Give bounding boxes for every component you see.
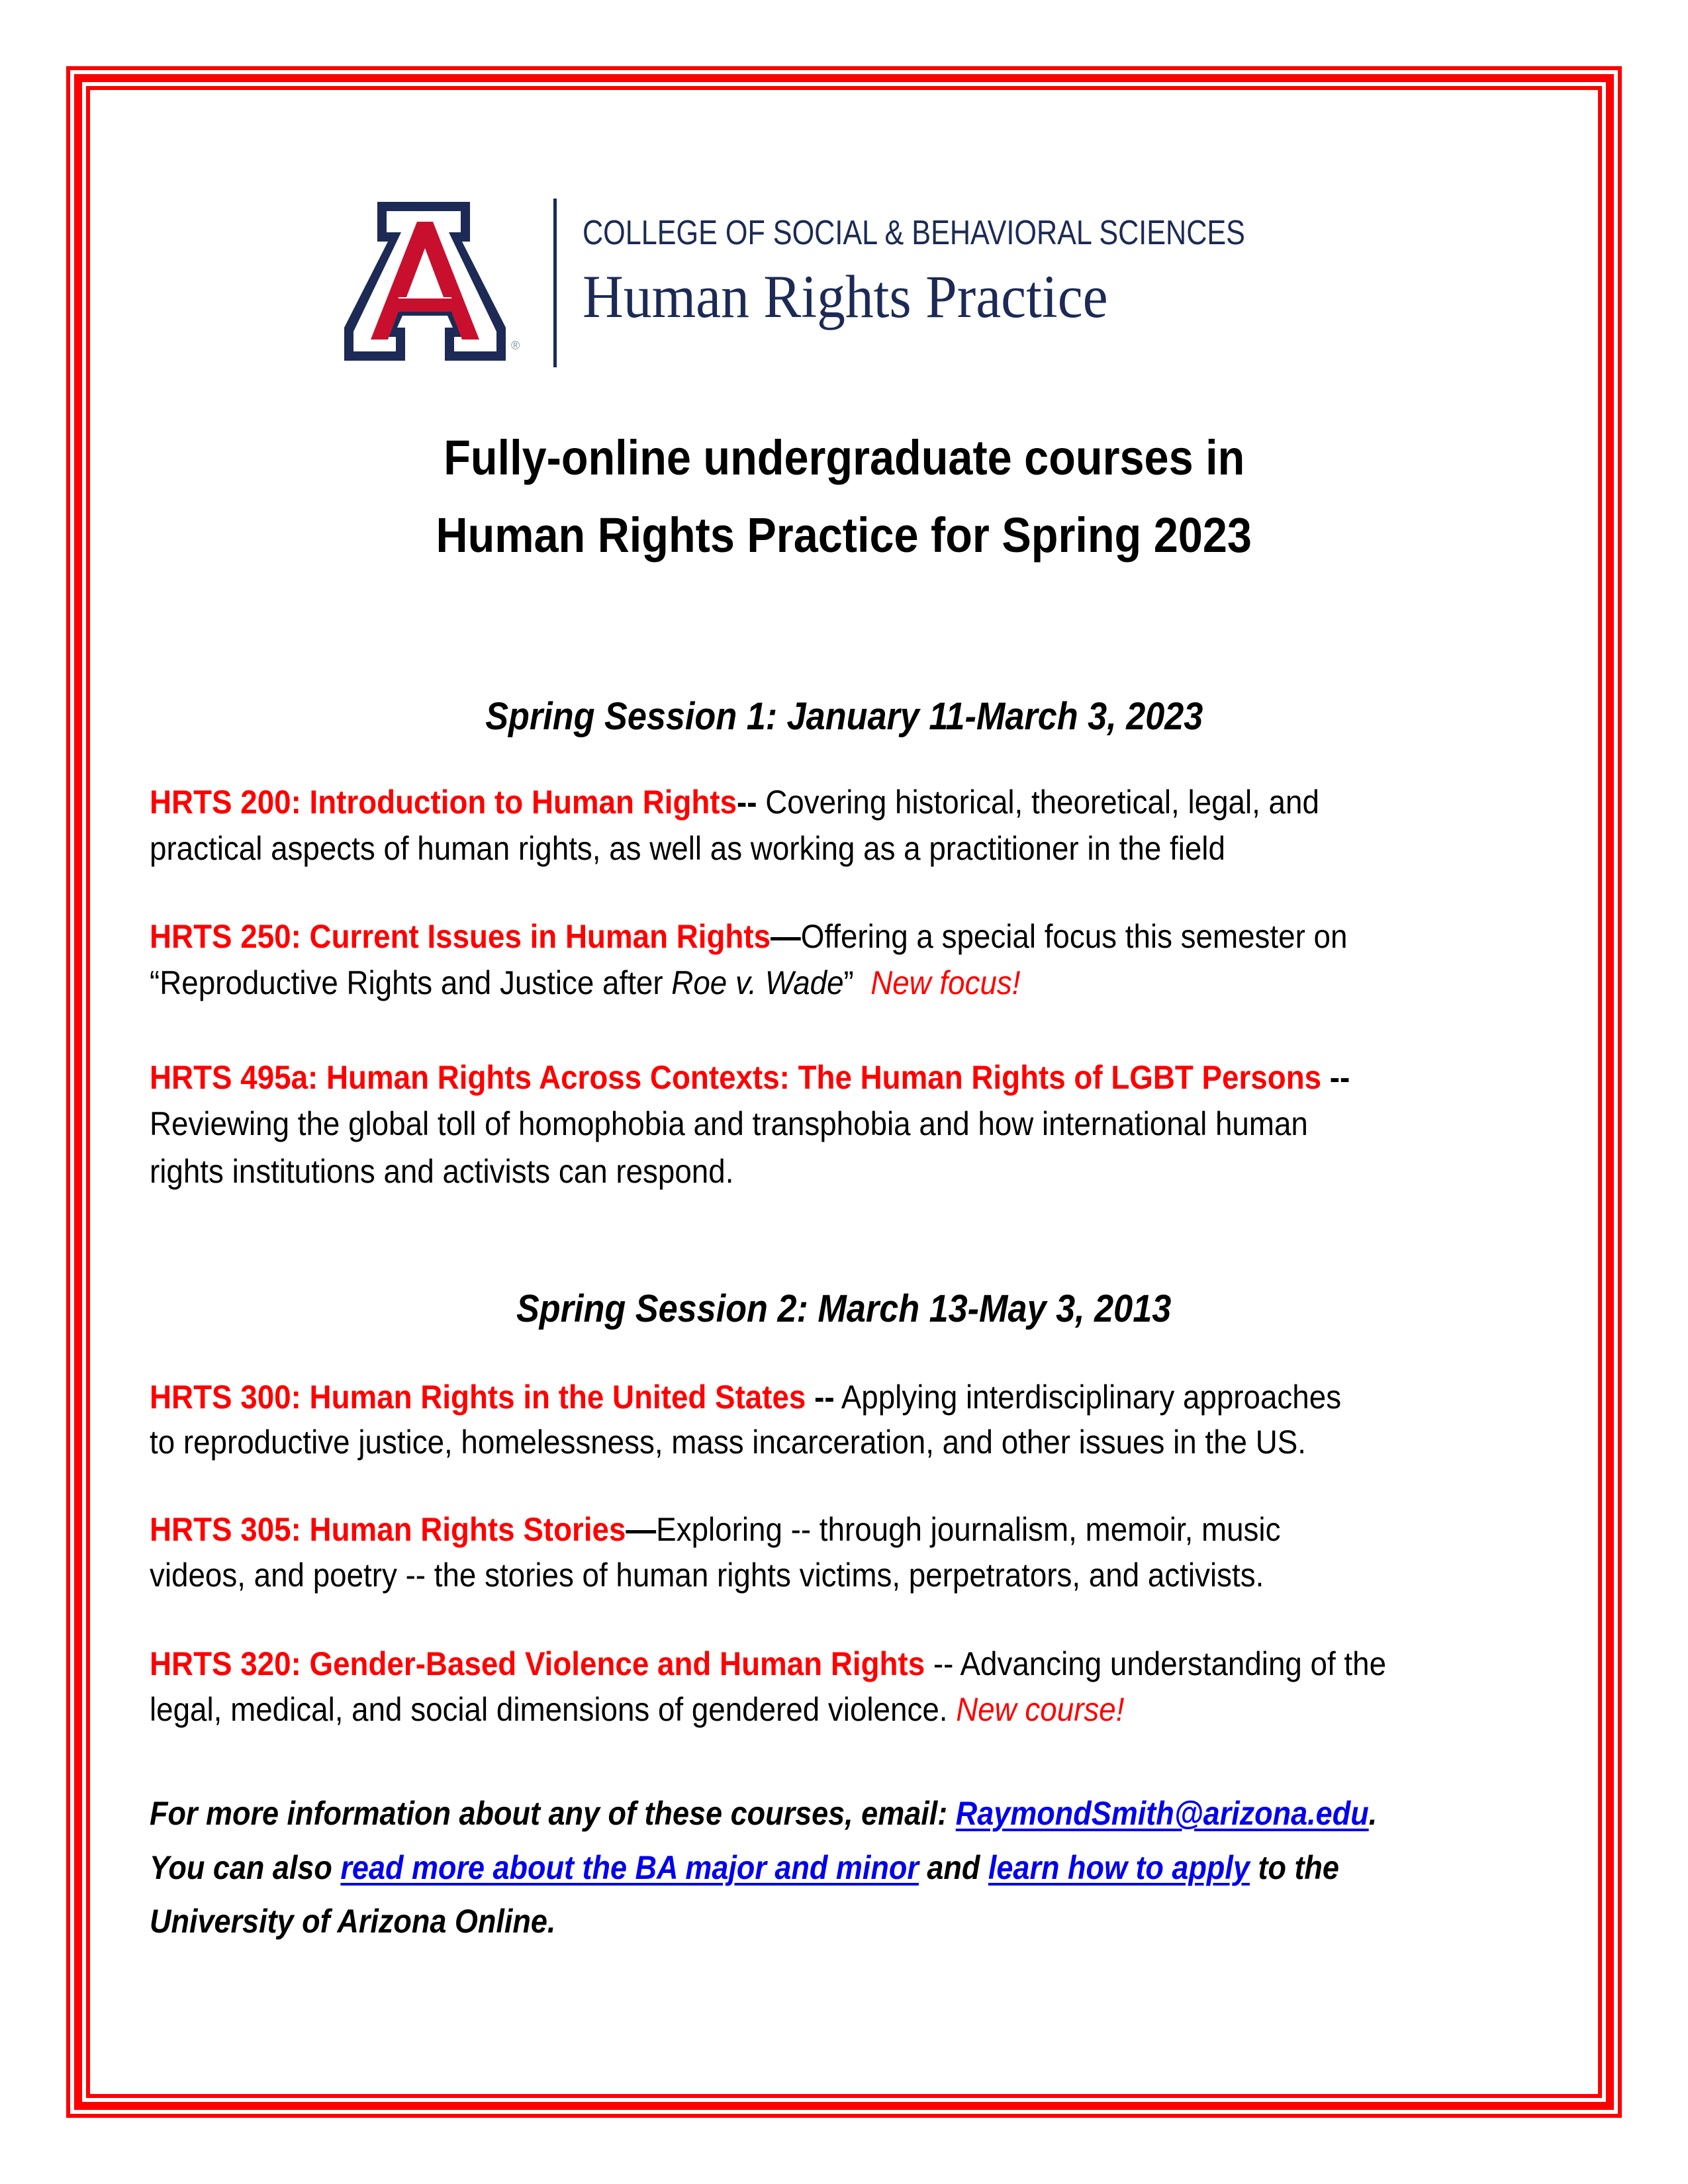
course-line xyxy=(150,920,1347,953)
footer-text: and xyxy=(918,1849,988,1886)
ba-major-minor-link[interactable]: read more about the BA major and minor xyxy=(340,1849,919,1886)
course-description: Offering a special focus this semester on xyxy=(800,918,1348,955)
course-title: HRTS 250: Current Issues in Human Rights xyxy=(150,918,771,955)
course-description-line-2: to reproductive justice, homelessness, mass incarceration, and other issues in the US. xyxy=(150,1424,1306,1461)
program-name: Human Rights Practice xyxy=(583,263,1108,330)
session-2-heading: Spring Session 2: March 13-May 3, 2013 xyxy=(516,1287,1172,1330)
separator: — xyxy=(626,1511,657,1548)
course-description-line-2: rights institutions and activists can respond. xyxy=(150,1153,734,1190)
session-1-heading: Spring Session 1: January 11-March 3, 2023 xyxy=(485,695,1203,738)
separator: — xyxy=(771,918,801,955)
desc-text-end: ” xyxy=(843,964,871,1001)
course-line xyxy=(150,1647,1386,1680)
course-title: HRTS 300: Human Rights in the United States xyxy=(150,1379,806,1416)
desc-text: “Reproductive Rights and Justice after xyxy=(150,964,672,1001)
footer-text: to the xyxy=(1249,1849,1339,1886)
separator: -- xyxy=(1321,1059,1350,1096)
course-description: Exploring -- through journalism, memoir, music xyxy=(656,1511,1281,1548)
footer-text: For more information about any of these courses, email: xyxy=(150,1795,956,1832)
desc-text: legal, medical, and social dimensions of gendered violence. xyxy=(150,1691,957,1728)
course-description-line-2 xyxy=(150,966,1020,999)
new-focus-badge: New focus! xyxy=(870,964,1021,1001)
new-course-badge: New course! xyxy=(956,1691,1125,1728)
course-line xyxy=(150,786,1319,819)
course-description-line-1: Reviewing the global toll of homophobia and transphobia and how international human xyxy=(150,1105,1308,1142)
footer-line-3: University of Arizona Online. xyxy=(150,1903,556,1940)
course-line xyxy=(150,1513,1280,1546)
course-line xyxy=(150,1061,1350,1094)
footer-line-1 xyxy=(150,1797,1377,1830)
course-description: -- Advancing understanding of the xyxy=(925,1645,1387,1682)
footer-text: You can also xyxy=(150,1849,341,1886)
footer-period: . xyxy=(1368,1795,1378,1832)
course-title: HRTS 495a: Human Rights Across Contexts: The Human Rights of LGBT Persons xyxy=(150,1059,1322,1096)
course-title: HRTS 200: Introduction to Human Rights xyxy=(150,784,737,821)
separator: -- xyxy=(806,1379,835,1416)
logo-divider xyxy=(553,199,557,367)
university-a-logo-icon xyxy=(339,202,511,361)
course-description: Covering historical, theoretical, legal, and xyxy=(757,784,1319,821)
page-title-line-1: Fully-online undergraduate courses in xyxy=(443,430,1245,485)
how-to-apply-link[interactable]: learn how to apply xyxy=(988,1849,1250,1886)
footer-line-2 xyxy=(150,1851,1339,1884)
course-description-line-2: videos, and poetry -- the stories of human rights victims, perpetrators, and activists. xyxy=(150,1557,1264,1594)
course-description-line-2 xyxy=(150,1693,1124,1726)
course-description: Applying interdisciplinary approaches xyxy=(834,1379,1342,1416)
page-title-line-2: Human Rights Practice for Spring 2023 xyxy=(436,508,1252,563)
course-description-line-2: practical aspects of human rights, as well as working as a practitioner in the field xyxy=(150,830,1225,867)
registered-mark: ® xyxy=(511,339,520,352)
case-name: Roe v. Wade xyxy=(671,964,844,1001)
course-title: HRTS 320: Gender-Based Violence and Human Rights xyxy=(150,1645,925,1682)
separator: -- xyxy=(737,784,757,821)
course-title: HRTS 305: Human Rights Stories xyxy=(150,1511,626,1548)
course-line xyxy=(150,1381,1341,1414)
college-name: COLLEGE OF SOCIAL & BEHAVIORAL SCIENCES xyxy=(583,214,1245,252)
email-link[interactable]: RaymondSmith@arizona.edu xyxy=(955,1795,1369,1832)
